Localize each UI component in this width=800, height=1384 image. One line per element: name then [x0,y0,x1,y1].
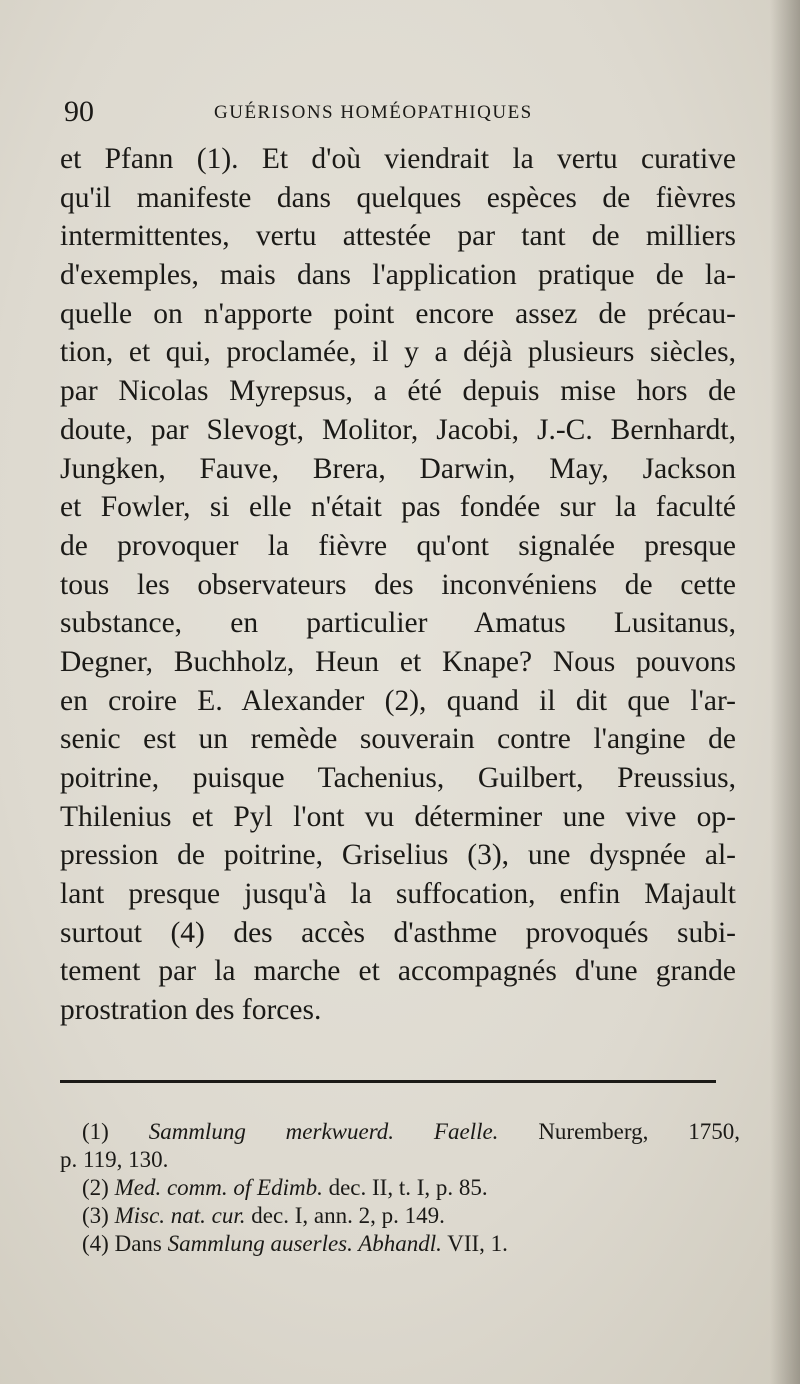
footnote-title: Sammlung merkwuerd. Faelle. [148,1119,499,1144]
text-line: qu'il manifeste dans quelques espèces de fièvres [60,181,736,214]
text-line: substance, en particulier Amatus Lusitanus, [60,607,736,640]
footnote-detail: dec. II, t. I, p. 85. [328,1175,488,1200]
text-line: et Pfann (1). Et d'où viendrait la vertu curative [60,143,736,175]
text-line: et Fowler, si elle n'était pas fondée sur la faculté [60,491,736,524]
text-line: lant presque jusqu'à la suffocation, enfin Majault [60,878,736,911]
text-line: intermittentes, vertu attestée par tant de milliers [60,220,736,253]
footnote-1-continuation: p. 119, 130. [60,1147,169,1172]
footnote-marker: (3) [82,1203,109,1228]
text-line: quelle on n'apporte point encore assez de précau- [60,297,736,330]
text-line: Jungken, Fauve, Brera, Darwin, May, Jackson [60,452,736,485]
footnote-detail: Nuremberg, 1750, [538,1119,741,1144]
footnote-detail: VII, 1. [447,1231,508,1256]
running-title: GUÉRISONS HOMÉOPATHIQUES [214,102,533,123]
footnote-marker: (4) [82,1231,109,1256]
text-line: par Nicolas Myrepsus, a été depuis mise hors de [60,375,736,408]
footnotes [60,1118,740,1258]
text-line: d'exemples, mais dans l'application pratique de la- [60,259,736,292]
footnote-2 [60,1174,740,1202]
text-line: tion, et qui, proclamée, il y a déjà plusieurs siècles, [60,336,736,369]
text-line: Thilenius et Pyl l'ont vu déterminer une vive op- [60,800,736,833]
text-line: pression de poitrine, Griselius (3), une dyspnée al- [60,839,736,872]
footnote-3 [60,1202,740,1230]
page-number: 90 [64,95,94,128]
footnote-rule [60,1080,716,1083]
text-line: de provoquer la fièvre qu'ont signalée presque [60,529,736,562]
footnote-prefix: Dans [114,1231,162,1256]
text-line: poitrine, puisque Tachenius, Guilbert, Preussius, [60,762,736,794]
page-header [64,92,624,132]
text-line: tement par la marche et accompagnés d'une grande [60,955,736,988]
footnote-1 [60,1118,740,1146]
text-line: prostration des forces. [60,994,322,1027]
footnote-detail: dec. I, ann. 2, p. 149. [251,1203,445,1228]
binding-shadow [770,0,800,1384]
body-text [60,140,736,1030]
footnote-title: Sammlung auserles. Abhandl. [167,1231,442,1256]
text-line: tous les observateurs des inconvéniens de cette [60,568,736,601]
text-line: en croire E. Alexander (2), quand il dit que l'ar- [60,684,736,717]
text-line: surtout (4) des accès d'asthme provoqués subi- [60,916,736,949]
text-line: Degner, Buchholz, Heun et Knape? Nous pouvons [60,645,736,678]
text-line: senic est un remède souverain contre l'angine de [60,723,736,756]
footnote-title: Med. comm. of Edimb. [114,1175,323,1200]
footnote-4 [60,1230,740,1258]
footnote-marker: (2) [82,1175,109,1200]
text-line: doute, par Slevogt, Molitor, Jacobi, J.-C. Bernhardt, [60,413,736,446]
footnote-marker: (1) [82,1119,109,1144]
footnote-title: Misc. nat. cur. [114,1203,246,1228]
